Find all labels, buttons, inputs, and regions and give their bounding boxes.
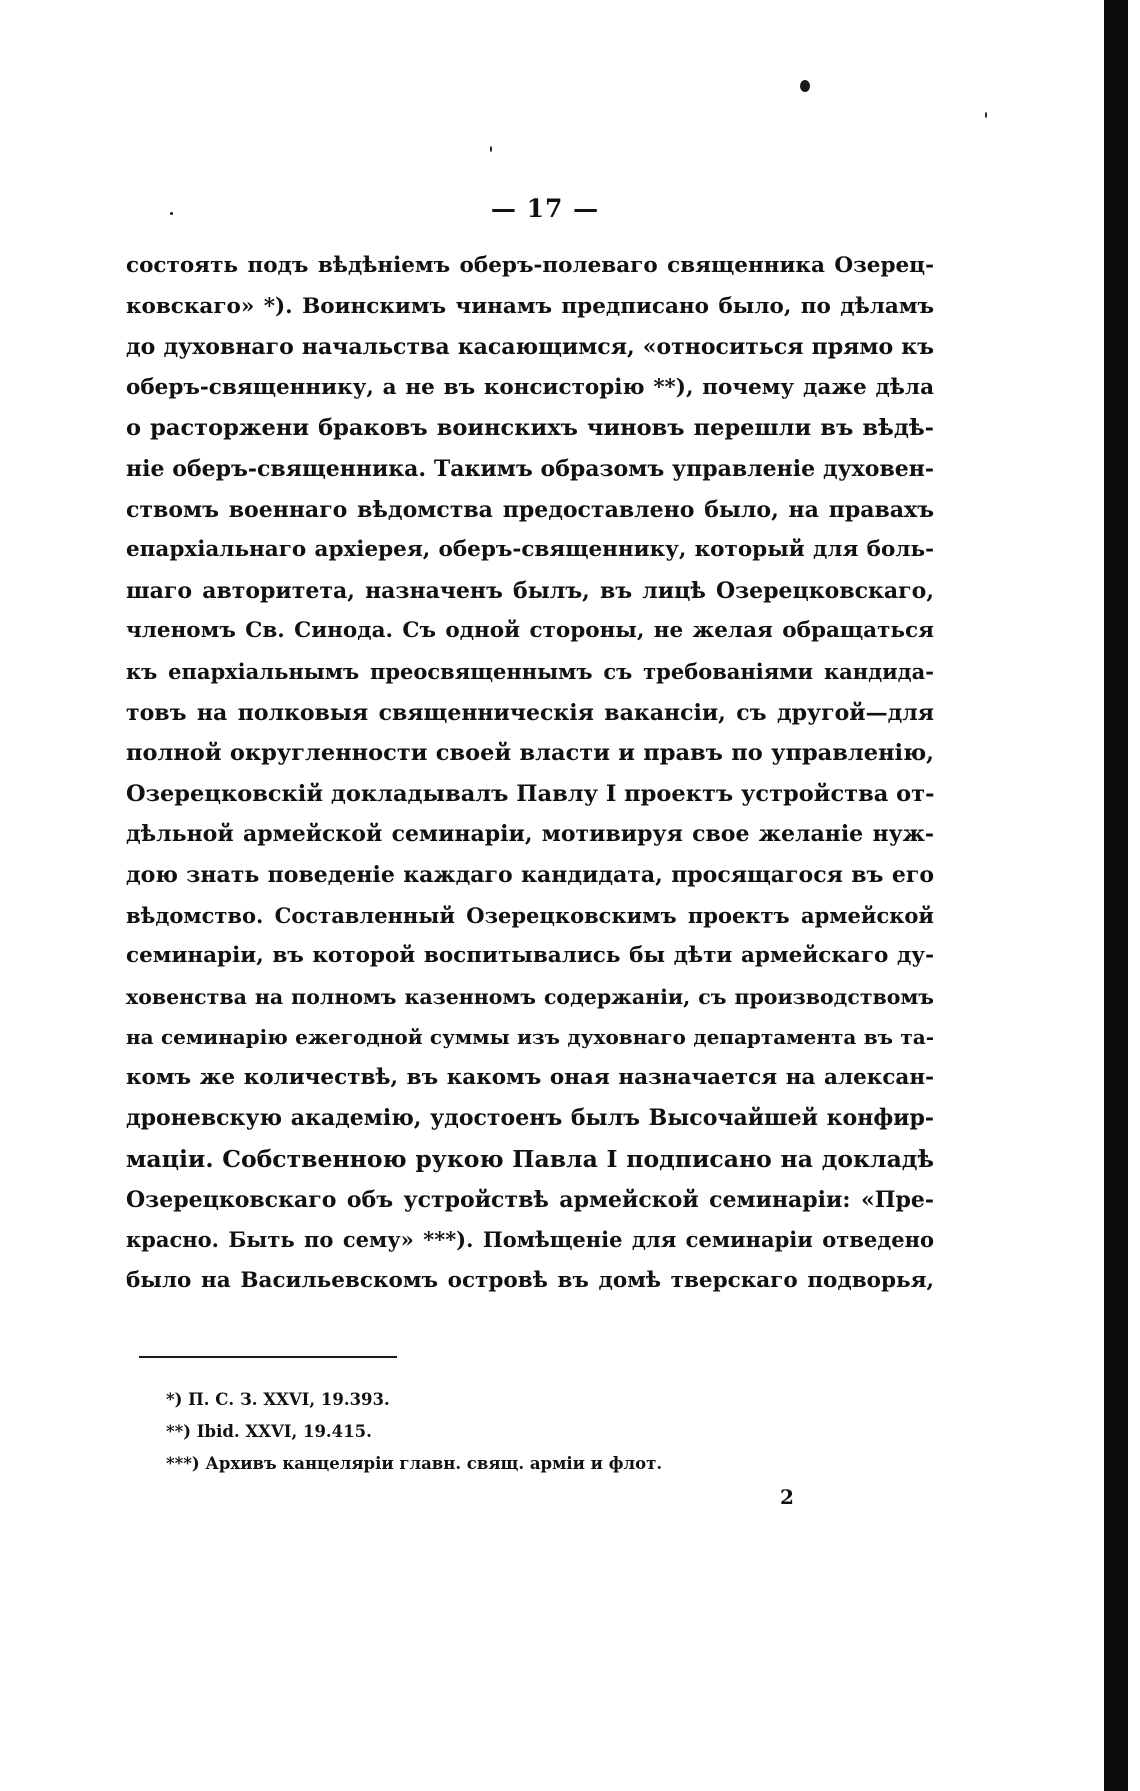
text-line: семинаріи, въ которой воспитывались бы дѣти армейскаго ду-: [126, 943, 934, 969]
text-line: Озерецковскій докладывалъ Павлу I проектъ устройства от-: [126, 780, 935, 807]
footnote: ***) Архивъ канцеляріи главн. свящ. арміи и флот.: [166, 1454, 663, 1473]
text-line: дою знать поведеніе каждаго кандидата, просящагося въ его: [126, 861, 934, 888]
text-line: ніе оберъ-священника. Такимъ образомъ управленіе духовен-: [126, 455, 934, 482]
ink-speck: [985, 112, 987, 118]
text-line: красно. Быть по сему» ***). Помѣщеніе для семинаріи отведено: [126, 1227, 934, 1253]
text-line: до духовнаго начальства касающимся, «относиться прямо къ: [126, 334, 934, 361]
text-line: на семинарію ежегодной суммы изъ духовнаго департамента въ та-: [126, 1025, 934, 1050]
text-line: шаго авторитета, назначенъ былъ, въ лицѣ Озерецковскаго,: [126, 577, 934, 604]
text-line: Озерецковскаго объ устройствѣ армейской семинаріи: «Пре-: [126, 1186, 934, 1213]
ink-speck: [490, 146, 492, 152]
text-line: маціи. Собственною рукою Павла I подписано на докладѣ: [126, 1145, 934, 1174]
ink-speck: [800, 80, 810, 92]
text-line: къ епархіальнымъ преосвященнымъ съ требованіями кандида-: [126, 658, 934, 684]
text-line: вѣдомство. Составленный Озерецковскимъ проектъ армейской: [126, 902, 934, 928]
footnotes: [166, 1384, 726, 1480]
text-line: полной округленности своей власти и правъ по управленію,: [126, 740, 934, 767]
text-line: епархіальнаго архіерея, оберъ-священнику, который для боль-: [126, 537, 934, 563]
text-line: товъ на полковыя священническія вакансіи, съ другой—для: [126, 699, 934, 726]
signature-mark: 2: [780, 1485, 794, 1509]
ink-speck: [170, 212, 173, 215]
footnote: *) П. С. З. XXVI, 19.393.: [166, 1390, 390, 1409]
text-line: дѣльной армейской семинаріи, мотивируя свое желаніе нуж-: [126, 821, 934, 848]
text-line: состоять подъ вѣдѣніемъ оберъ-полеваго священника Озерец-: [126, 253, 934, 278]
text-line: членомъ Св. Синода. Съ одной стороны, не желая обращаться: [126, 618, 934, 644]
footnote-divider: [139, 1356, 397, 1358]
text-line: о расторжени браковъ воинскихъ чиновъ перешли въ вѣдѣ-: [126, 415, 934, 442]
text-line: было на Васильевскомъ островѣ въ домѣ тверскаго подворья,: [126, 1267, 934, 1293]
page-number: — 17 —: [490, 194, 600, 223]
text-line: дроневскую академію, удостоенъ былъ Высочайшей конфир-: [126, 1105, 934, 1132]
text-line: оберъ-священнику, а не въ консисторію **), почему даже дѣла: [126, 374, 934, 400]
scan-edge-shadow: [1104, 0, 1128, 1791]
text-line: комъ же количествѣ, въ какомъ оная назначается на алексан-: [126, 1064, 934, 1090]
text-line: ствомъ военнаго вѣдомства предоставлено было, на правахъ: [126, 496, 934, 523]
footnote: **) Ibid. XXVI, 19.415.: [166, 1422, 372, 1441]
text-line: ковскаго» *). Воинскимъ чинамъ предписано было, по дѣламъ: [126, 293, 934, 319]
text-line: ховенства на полномъ казенномъ содержаніи, съ производствомъ: [126, 984, 934, 1009]
body-text: [126, 246, 934, 1301]
